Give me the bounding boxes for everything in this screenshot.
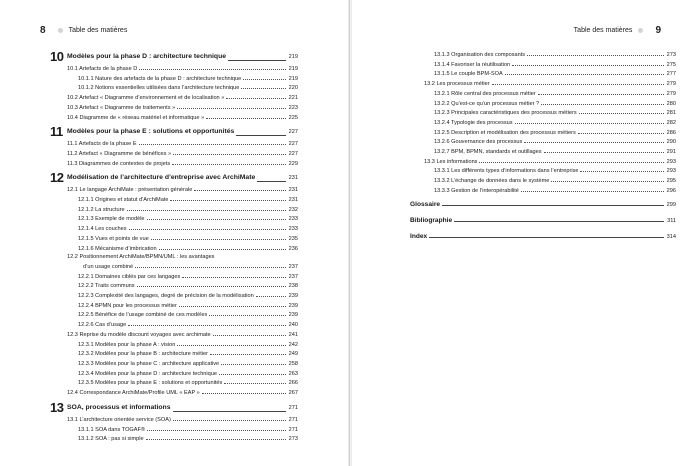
entry-label: 12.3.5 Modèles pour la phase E : solutions et opportunités	[78, 380, 223, 387]
chapter-number: 11	[50, 124, 63, 140]
toc-chapter[interactable]	[50, 399, 298, 415]
entry-label: 10.3 Artefact « Diagramme de traitements »	[67, 104, 176, 111]
entry-page: 293	[666, 168, 676, 175]
entry-page: 237	[288, 263, 298, 270]
leader	[173, 405, 287, 412]
leader	[479, 157, 664, 163]
entry-page: 227	[288, 150, 298, 157]
toc-entry[interactable]	[410, 79, 676, 89]
toc-entry[interactable]	[50, 244, 298, 254]
entry-page: 291	[666, 149, 676, 156]
entry-label: 13.2.5 Description et modélisation des processus métiers	[434, 129, 576, 136]
entry-label: 13.1.2 SOA : pas si simple	[78, 436, 144, 443]
leader	[524, 137, 664, 143]
right-running-title: Table des matières	[573, 27, 633, 34]
toc-chapter[interactable]	[50, 172, 298, 185]
leader	[179, 301, 286, 307]
entry-page: 239	[288, 312, 298, 319]
leader	[173, 415, 286, 421]
entry-label: 12.1.2 La structure	[78, 206, 125, 213]
entry-page: 296	[666, 187, 676, 194]
entry-label: 13.2.4 Typologie des processus	[434, 119, 513, 126]
toc-entry[interactable]	[50, 159, 298, 169]
toc-entry[interactable]	[50, 349, 298, 359]
leader	[170, 195, 286, 201]
entry-label: 13.2 Les processus métier	[424, 81, 490, 88]
entry-label: 12.1.3 Exemple de modèle	[78, 216, 145, 223]
entry-page: 241	[288, 331, 298, 338]
toc-entry[interactable]	[50, 281, 298, 291]
toc-back-matter[interactable]	[410, 232, 676, 244]
leader	[579, 108, 664, 114]
toc-entry[interactable]	[50, 272, 298, 282]
leader	[151, 234, 286, 240]
left-running-title: Table des matières	[68, 27, 128, 34]
entry-label: 12.3.2 Modèles pour la phase B : architecture métier	[78, 351, 208, 358]
toc-entry[interactable]	[410, 60, 676, 70]
toc-entry[interactable]	[50, 378, 298, 388]
leader	[505, 69, 664, 75]
back-matter-label: Glossaire	[410, 200, 441, 208]
leader	[236, 129, 286, 136]
entry-page: 273	[288, 436, 298, 443]
entry-page: 221	[288, 95, 298, 102]
entry-label: 10.4 Diagramme de « réseau matériel et informatique »	[67, 114, 205, 121]
entry-page: 258	[288, 360, 298, 367]
entry-page: 273	[666, 52, 676, 58]
toc-entry[interactable]	[50, 83, 298, 93]
leader	[580, 166, 664, 172]
leader	[544, 147, 664, 153]
entry-page: 237	[288, 273, 298, 280]
chapter-page: 227	[288, 129, 298, 136]
leader	[578, 128, 664, 134]
entry-page: 271	[288, 426, 298, 433]
toc-entry[interactable]	[410, 157, 676, 167]
entry-label: 13.2.3 Principales caractéristiques des processus métiers	[434, 110, 577, 117]
entry-page: 295	[666, 178, 676, 185]
left-folio: 8	[40, 25, 46, 36]
leader	[146, 434, 286, 440]
gutter-line	[349, 0, 350, 466]
entry-page: 233	[288, 216, 298, 223]
leader	[228, 54, 286, 61]
toc-entry[interactable]	[50, 64, 298, 74]
toc-chapter[interactable]	[50, 126, 298, 139]
entry-page: 266	[288, 380, 298, 387]
toc-entry[interactable]	[50, 93, 298, 103]
entry-label: 12.3.3 Modèles pour la phase C : architecture applicative	[78, 360, 220, 367]
entry-page: 239	[288, 293, 298, 300]
entry-page: 236	[288, 245, 298, 252]
leader	[159, 244, 286, 250]
back-matter-page: 311	[667, 217, 676, 224]
entry-label: 12.2.2 Traits communs	[78, 283, 135, 290]
chapter-number: 10	[50, 49, 64, 65]
entry-label: 11.2 Artefact « Diagramme de bénéfices »	[67, 150, 172, 157]
leader	[551, 176, 664, 182]
entry-label: 13.3.3 Gestion de l’interopérabilité	[434, 187, 519, 194]
leader	[515, 118, 664, 124]
leader	[541, 99, 664, 105]
leader	[221, 359, 286, 365]
chapter-page: 231	[288, 175, 298, 182]
entry-page: 282	[666, 119, 676, 126]
entry-label: 12.1.5 Vues et points de vue	[78, 235, 149, 242]
toc-entry[interactable]	[50, 195, 298, 205]
leader	[202, 388, 286, 394]
chapter-title: Modèles pour la phase E : solutions et opportunités	[67, 128, 235, 136]
entry-page: 249	[288, 351, 298, 358]
leader	[512, 60, 664, 66]
toc-entry[interactable]	[50, 214, 298, 224]
toc-entry[interactable]	[50, 139, 298, 149]
toc-entry[interactable]	[50, 253, 298, 271]
back-matter-page: 299	[666, 201, 676, 208]
leader	[172, 159, 286, 165]
entry-label: 12.1.4 Les couches	[78, 226, 127, 233]
entry-label-continued: d’un usage combiné	[83, 263, 134, 270]
leader	[128, 320, 286, 326]
toc-entry[interactable]	[410, 186, 676, 196]
entry-page: 281	[666, 110, 676, 117]
toc-entry[interactable]	[410, 176, 676, 186]
leader	[209, 310, 286, 316]
leader	[243, 74, 286, 80]
toc-entry[interactable]	[410, 128, 676, 138]
leader	[226, 93, 286, 99]
entry-page: 231	[288, 197, 298, 204]
leader	[224, 378, 286, 384]
toc-entry[interactable]	[50, 359, 298, 369]
entry-label: 13.1.1 SOA dans TOGAF®	[78, 426, 146, 433]
entry-label: 12.2.1 Domaines ciblés par ces langages	[78, 273, 181, 280]
toc-entry[interactable]	[50, 301, 298, 311]
back-matter-label: Bibliographie	[410, 216, 453, 224]
entry-label: 13.2.6 Gouvernance des processus	[434, 139, 523, 146]
toc-entry[interactable]	[50, 103, 298, 113]
entry-label: 13.2.7 BPM, BPMN, standards et outillages	[434, 149, 542, 156]
entry-page: 290	[666, 139, 676, 146]
leader	[137, 281, 286, 287]
entry-page: 238	[288, 283, 298, 290]
back-matter-label: Index	[410, 232, 428, 240]
leader	[219, 369, 286, 375]
entry-label: 12.2.4 BPMN pour les processus métier	[78, 302, 177, 309]
toc-entry[interactable]	[50, 149, 298, 159]
leader	[527, 50, 664, 56]
entry-page: 279	[666, 81, 676, 88]
toc-entry[interactable]	[410, 99, 676, 109]
entry-label: 12.3.1 Modèles pour la phase A : vision	[78, 341, 176, 348]
entry-page: 219	[288, 66, 298, 72]
entry-label: 12.3 Reprise du modèle discount voyages avec archimate	[67, 331, 211, 338]
leader	[492, 79, 664, 85]
toc-entry[interactable]	[410, 118, 676, 128]
entry-page: 231	[288, 187, 298, 194]
entry-label: 12.2.3 Complexité des langages, degré de précision de la modélisation	[78, 293, 254, 300]
leader	[177, 340, 286, 346]
toc-back-matter[interactable]	[410, 216, 676, 228]
chapter-number: 12	[50, 170, 64, 186]
toc-entry[interactable]	[50, 224, 298, 234]
toc-entry[interactable]	[50, 425, 298, 435]
chapter-title: Modélisation de l’architecture d’entreprise avec ArchiMate	[67, 174, 256, 182]
chapter-title: SOA, processus et informations	[67, 403, 171, 411]
right-folio: 9	[655, 25, 661, 36]
entry-label: 11.3 Diagrammes de contextes de projets	[67, 160, 171, 167]
entry-page: 279	[666, 90, 676, 97]
leader	[429, 232, 664, 238]
entry-label: 10.2 Artefact « Diagramme d’environnement et de localisation »	[67, 95, 225, 102]
toc-entry[interactable]	[50, 434, 298, 444]
toc-entry[interactable]	[50, 388, 298, 398]
entry-label: 10.1.2 Notions essentielles utilisées dans l’architecture technique	[78, 85, 240, 92]
entry-label: 13.1.5 Le couple BPM-SOA	[434, 71, 503, 78]
entry-label: 13.2.1 Rôle central des processus métier	[434, 90, 536, 97]
entry-label: 12.1 Le langage ArchiMate : présentation générale	[67, 187, 193, 194]
leader	[129, 224, 286, 230]
leader	[139, 64, 286, 70]
entry-label: 13.1 L’architecture orientée service (SOA)	[67, 416, 171, 423]
leader	[213, 330, 286, 336]
leader	[521, 186, 664, 192]
entry-label: 11.1 Artefacts de la phase E	[67, 141, 137, 148]
toc-entry[interactable]	[410, 69, 676, 79]
entry-page: 242	[288, 341, 298, 348]
toc-entry[interactable]	[410, 147, 676, 157]
header-dot-icon	[638, 28, 643, 33]
toc-entry[interactable]	[50, 185, 298, 195]
entry-label: 12.3.4 Modèles pour la phase D : architecture technique	[78, 370, 217, 377]
back-matter-page: 314	[666, 233, 676, 240]
toc-entry[interactable]	[50, 234, 298, 244]
header-dot-icon	[58, 28, 63, 33]
toc-entry[interactable]	[410, 108, 676, 118]
toc-entry[interactable]	[50, 205, 298, 215]
chapter-title: Modèles pour la phase D : architecture technique	[67, 53, 227, 61]
chapter-number: 13	[50, 399, 64, 415]
entry-page: 267	[288, 390, 298, 397]
leader	[182, 272, 286, 278]
entry-label: 13.2.2 Qu’est-ce qu’un processus métier ?	[434, 100, 540, 107]
toc-entry[interactable]	[50, 310, 298, 320]
right-toc	[410, 50, 676, 244]
leader	[147, 425, 286, 431]
toc-entry[interactable]	[410, 166, 676, 176]
entry-label: 13.3 Les informations	[424, 158, 478, 165]
leader	[194, 185, 286, 191]
toc-back-matter[interactable]	[410, 200, 676, 212]
toc-entry[interactable]	[50, 415, 298, 425]
entry-page: 232	[288, 206, 298, 213]
leader	[206, 113, 286, 119]
toc-entry[interactable]	[50, 113, 298, 123]
entry-page: 227	[288, 141, 298, 148]
entry-page: 263	[288, 370, 298, 377]
left-page-header	[34, 25, 127, 36]
entry-page: 277	[666, 71, 676, 78]
leader	[135, 262, 286, 268]
entry-label: 10.1 Artefacts de la phase D	[67, 66, 138, 72]
entry-label: 12.4 Correspondance ArchiMate/Profile UML « EAP »	[67, 390, 200, 397]
entry-label: 12.1.6 Mécanisme d’imbrication	[78, 245, 157, 252]
entry-page: 240	[288, 322, 298, 329]
leader	[177, 103, 286, 109]
entry-page: 223	[288, 104, 298, 111]
leader	[442, 200, 664, 206]
entry-page: 293	[666, 158, 676, 165]
leader	[538, 89, 664, 95]
entry-page: 239	[288, 302, 298, 309]
toc-entry[interactable]	[410, 50, 676, 60]
entry-label: 13.1.3 Organisation des composants	[434, 52, 526, 58]
entry-page: 235	[288, 235, 298, 242]
toc-entry[interactable]	[50, 340, 298, 350]
leader	[454, 216, 664, 222]
entry-label: 12.1.1 Origines et statut d’ArchiMate	[78, 197, 169, 204]
leader	[210, 349, 286, 355]
entry-label: 12.2.5 Bénéfice de l’usage combiné de ces modèles	[78, 312, 208, 319]
leader	[257, 175, 286, 182]
leader	[147, 214, 286, 220]
toc-entry[interactable]	[50, 320, 298, 330]
entry-page: 229	[288, 160, 298, 167]
leader	[173, 149, 286, 155]
toc-entry[interactable]	[50, 330, 298, 340]
entry-page: 286	[666, 129, 676, 136]
chapter-page: 219	[288, 54, 298, 61]
entry-label: 12.2 Positionnement ArchiMate/BPMN/UML : les avantages	[67, 254, 215, 261]
entry-label: 12.2.6 Cas d’usage	[78, 322, 127, 329]
entry-page: 271	[288, 416, 298, 423]
entry-page: 220	[288, 85, 298, 92]
toc-entry[interactable]	[50, 369, 298, 379]
leader	[256, 291, 286, 297]
right-page-header	[574, 25, 667, 36]
entry-page: 225	[288, 114, 298, 121]
toc-entry[interactable]	[50, 74, 298, 84]
toc-chapter[interactable]	[50, 51, 298, 64]
entry-label: 13.3.1 Les différents types d’informations dans l’entreprise	[434, 168, 579, 175]
leader	[139, 139, 286, 145]
entry-label: 13.1.4 Favoriser la réutilisation	[434, 61, 511, 68]
entry-page: 280	[666, 100, 676, 107]
entry-label: 13.3.2 L’échange de données dans le système	[434, 178, 550, 185]
toc-entry[interactable]	[410, 89, 676, 99]
entry-page: 233	[288, 226, 298, 233]
left-toc	[50, 50, 298, 444]
leader	[127, 205, 286, 211]
leader	[241, 83, 286, 89]
entry-label: 10.1.1 Nature des artefacts de la phase D : architecture technique	[78, 75, 242, 82]
toc-entry[interactable]	[50, 291, 298, 301]
entry-page: 275	[666, 61, 676, 68]
toc-entry[interactable]	[410, 137, 676, 147]
entry-page: 219	[288, 75, 298, 82]
chapter-page: 271	[288, 404, 298, 411]
